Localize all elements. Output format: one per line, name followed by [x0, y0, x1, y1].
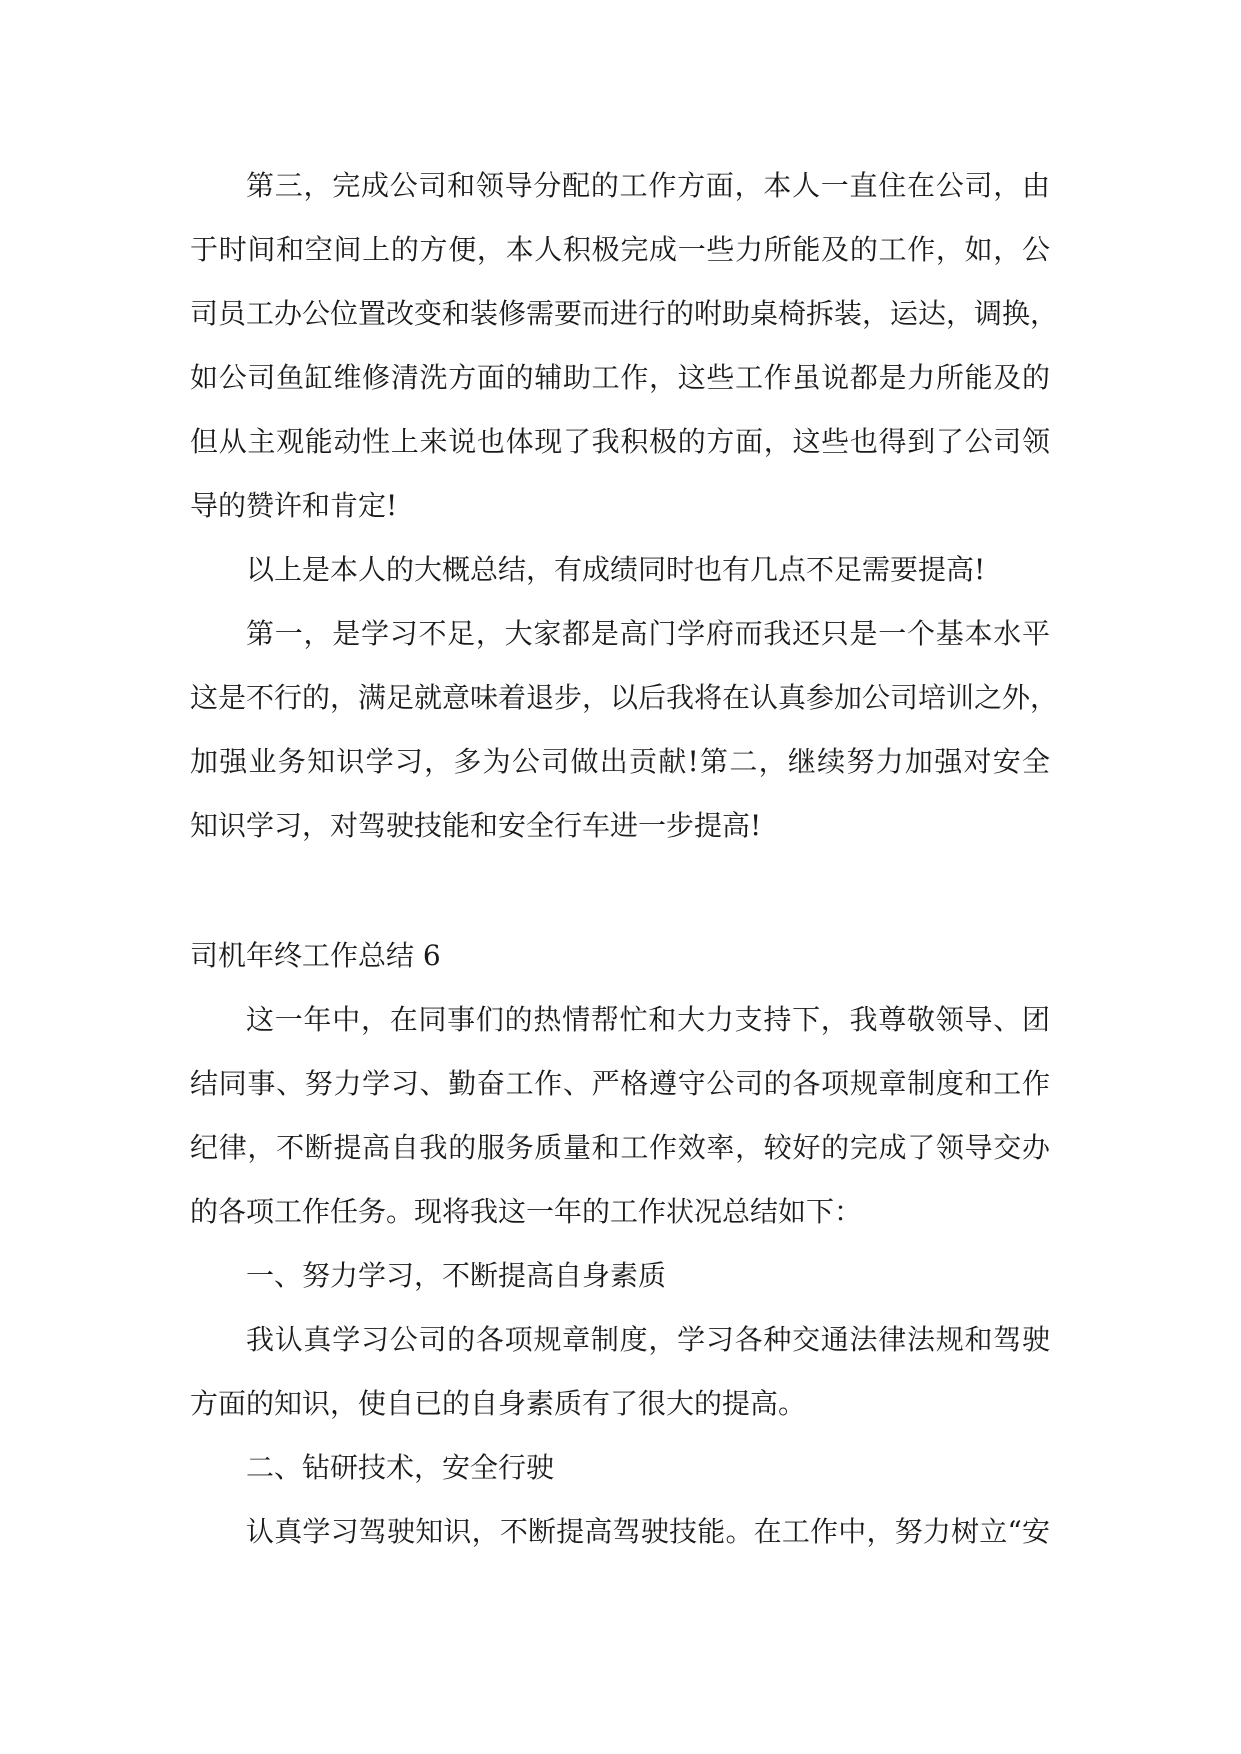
paragraph-line: 我认真学习公司的各项规章制度，学习各种交通法律法规和驾驶	[246, 1323, 1050, 1356]
section-gap	[190, 858, 1050, 924]
paragraph-third-point	[190, 154, 1059, 538]
paragraph-shortcomings	[190, 602, 1059, 858]
paragraph-line: 知识学习，对驾驶技能和安全行车进一步提高!	[190, 809, 762, 842]
paragraph-line: 这是不行的，满足就意味着退步，以后我将在认真参加公司培训之外，	[190, 681, 1059, 714]
paragraph-line: 加强业务知识学习，多为公司做出贡献!第二，继续努力加强对安全	[190, 745, 1050, 778]
section-title: 司机年终工作总结 6	[190, 939, 441, 972]
paragraph-line: 如公司鱼缸维修清洗方面的辅助工作，这些工作虽说都是力所能及的	[190, 361, 1050, 394]
paragraph-line: 于时间和空间上的方便，本人积极完成一些力所能及的工作，如，公	[190, 233, 1050, 266]
subheading-study: 一、努力学习，不断提高自身素质	[246, 1259, 667, 1292]
paragraph-driving	[190, 1500, 1050, 1564]
paragraph-line: 导的赞许和肯定!	[190, 489, 398, 522]
paragraph-line: 但从主观能动性上来说也体现了我积极的方面，这些也得到了公司领	[190, 425, 1050, 458]
paragraph-line: 第三，完成公司和领导分配的工作方面，本人一直住在公司，由	[246, 169, 1050, 202]
subheading-safe-driving: 二、钻研技术，安全行驶	[246, 1451, 555, 1484]
paragraph-study	[190, 1308, 1050, 1436]
paragraph-summary	[190, 538, 1050, 602]
paragraph-line: 的各项工作任务。现将我这一年的工作状况总结如下：	[190, 1195, 863, 1228]
paragraph-line: 第一，是学习不足，大家都是高门学府而我还只是一个基本水平	[246, 617, 1050, 650]
paragraph-line: 纪律，不断提高自我的服务质量和工作效率，较好的完成了领导交办	[190, 1131, 1050, 1164]
paragraph-line: 方面的知识，使自已的自身素质有了很大的提高。	[190, 1387, 807, 1420]
paragraph-line: 以上是本人的大概总结，有成绩同时也有几点不足需要提高!	[246, 553, 986, 586]
paragraph-line: 司员工办公位置改变和装修需要而进行的咐助桌椅拆装，运达，调换，	[190, 297, 1059, 330]
paragraph-line: 这一年中，在同事们的热情帮忙和大力支持下，我尊敬领导、团	[246, 1003, 1050, 1036]
paragraph-intro	[190, 988, 1050, 1244]
paragraph-line: 结同事、努力学习、勤奋工作、严格遵守公司的各项规章制度和工作	[190, 1067, 1050, 1100]
document-body	[190, 154, 1059, 1564]
paragraph-line: 认真学习驾驶知识，不断提高驾驶技能。在工作中，努力树立“安	[246, 1515, 1050, 1548]
